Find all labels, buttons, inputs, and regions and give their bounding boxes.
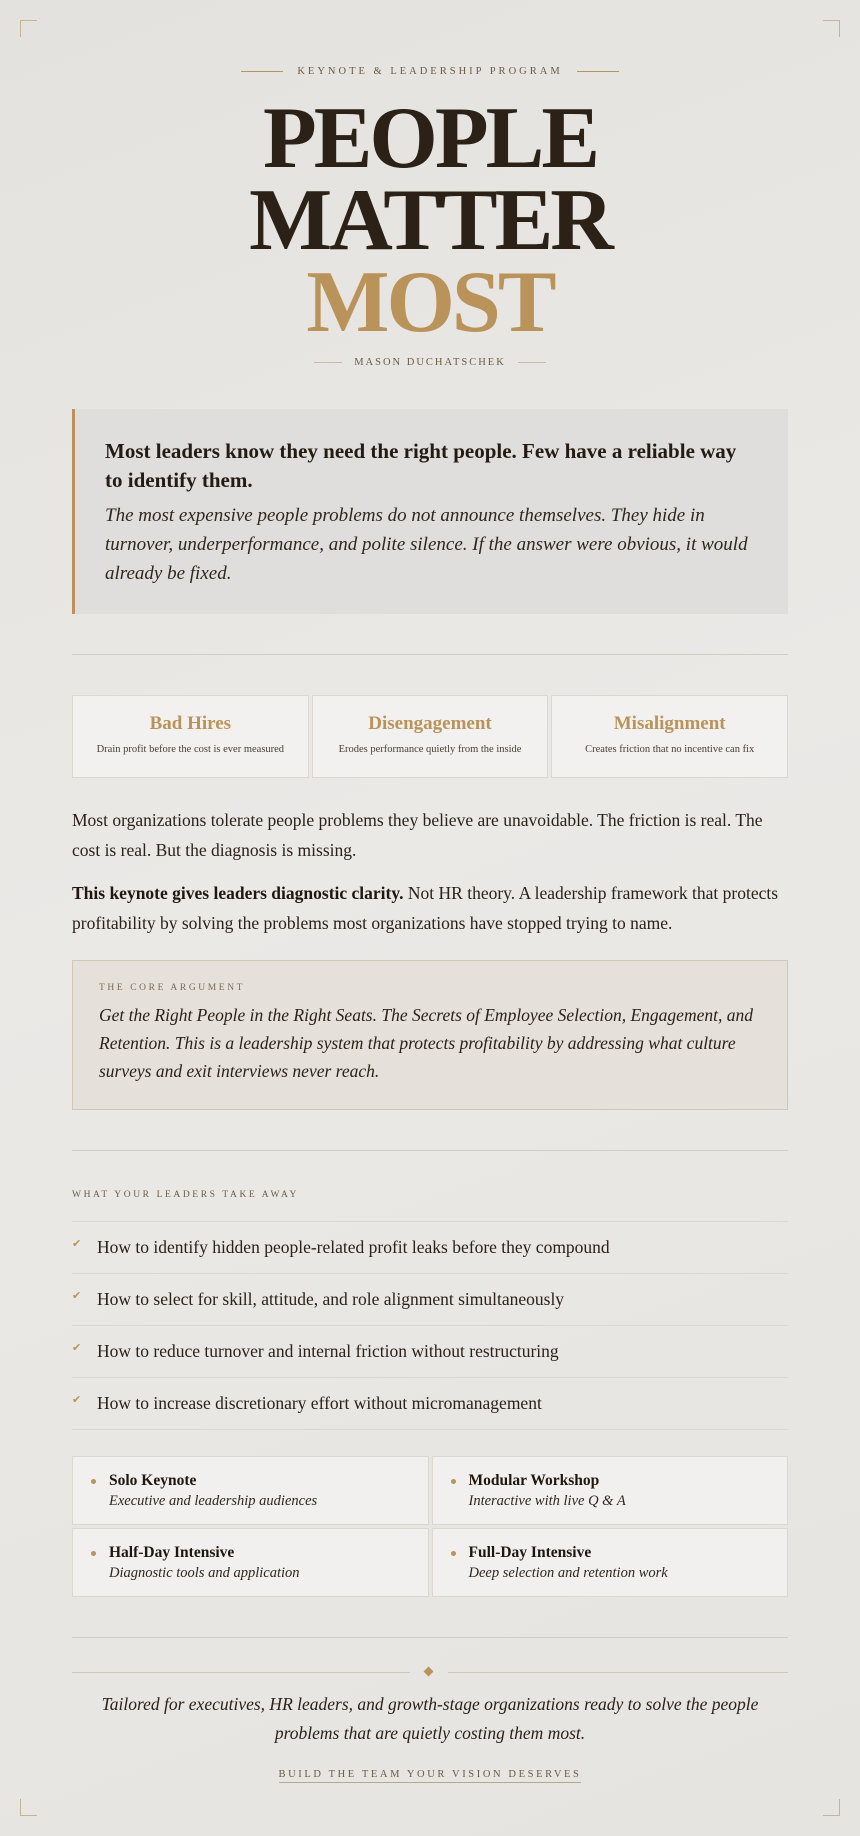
problem-title: Disengagement: [368, 713, 492, 734]
bullet-icon: [91, 1551, 96, 1556]
format-title: Modular Workshop: [468, 1472, 600, 1489]
takeaway-text: How to identify hidden people-related profit leaks before they compound: [97, 1237, 610, 1257]
format-card: [72, 1528, 429, 1597]
bullet-icon: [91, 1479, 96, 1484]
problem-title: Misalignment: [613, 713, 726, 734]
problem-card: [72, 695, 309, 778]
takeaways-label: WHAT YOUR LEADERS TAKE AWAY: [72, 1190, 300, 1200]
cta-link[interactable]: BUILD THE TEAM YOUR VISION DESERVES: [279, 1769, 582, 1783]
takeaway-text: How to reduce turnover and internal friction without restructuring: [97, 1341, 559, 1361]
core-argument-box: [72, 960, 788, 1110]
problem-cards: [72, 695, 788, 778]
corner-ornament-bottom-left: [20, 1799, 37, 1816]
problem-card: [551, 695, 788, 778]
intro-quote-sub: The most expensive people problems do not announce themselves. They hide in turnover, underperformance, and polite silence. If the answer were obvious, it would already be fixed.: [105, 505, 748, 584]
format-card: [432, 1528, 789, 1597]
author-rule-left: [314, 362, 342, 363]
format-title: Full-Day Intensive: [468, 1544, 592, 1561]
title-line-3: MOST: [306, 254, 554, 351]
divider-rule-right: [448, 1672, 788, 1673]
check-icon: ✔: [72, 1290, 82, 1302]
format-desc: Executive and leadership audiences: [109, 1493, 318, 1509]
problem-desc: Drain profit before the cost is ever measured: [96, 744, 285, 755]
check-icon: ✔: [72, 1342, 82, 1354]
problem-card: [312, 695, 549, 778]
section-divider: [72, 1637, 788, 1638]
format-card: [432, 1456, 789, 1525]
format-title: Solo Keynote: [109, 1472, 197, 1489]
section-divider: [72, 1150, 788, 1151]
check-icon: ✔: [72, 1238, 82, 1250]
format-desc: Deep selection and retention work: [468, 1565, 668, 1581]
format-card: [72, 1456, 429, 1525]
intro-quote: [72, 409, 788, 614]
closing-statement: Tailored for executives, HR leaders, and growth-stage organizations ready to solve the people problems that are quietly costing them most.: [101, 1694, 759, 1743]
title-line-1: PEOPLE: [262, 90, 598, 187]
corner-ornament-top-right: [823, 20, 840, 37]
bullet-icon: [451, 1479, 456, 1484]
corner-ornament-bottom-right: [823, 1799, 840, 1816]
problem-title: Bad Hires: [149, 713, 232, 734]
takeaway-text: How to increase discretionary effort without micromanagement: [97, 1393, 542, 1413]
corner-ornament-top-left: [20, 20, 37, 37]
body-paragraph-2-bold: This keynote gives leaders diagnostic clarity.: [72, 883, 404, 903]
intro-quote-lead: Most leaders know they need the right people. Few have a reliable way to identify them.: [105, 439, 737, 492]
diamond-divider: [72, 1665, 788, 1679]
page-title: [72, 90, 788, 351]
bullet-icon: [451, 1551, 456, 1556]
eyebrow: [72, 66, 788, 77]
author-rule-right: [518, 362, 546, 363]
diamond-icon: [424, 1667, 434, 1677]
cta-container: [72, 1764, 788, 1782]
list-item: [72, 1326, 788, 1378]
body-paragraph-2: [72, 878, 788, 938]
author-byline: [72, 357, 788, 368]
eyebrow-rule-left: [241, 71, 283, 72]
list-item: [72, 1222, 788, 1274]
core-argument-label: THE CORE ARGUMENT: [99, 983, 246, 993]
format-desc: Diagnostic tools and application: [109, 1565, 300, 1581]
problem-desc: Erodes performance quietly from the inside: [338, 744, 522, 755]
body-paragraph-1: Most organizations tolerate people problems they believe are unavoidable. The friction is real. The cost is real. But the diagnosis is missing.: [72, 810, 763, 860]
format-title: Half-Day Intensive: [109, 1544, 235, 1561]
eyebrow-rule-right: [577, 71, 619, 72]
format-options: [72, 1456, 788, 1597]
problem-desc: Creates friction that no incentive can fix: [585, 744, 755, 755]
list-item: [72, 1378, 788, 1430]
section-divider: [72, 654, 788, 655]
takeaways-list: [72, 1221, 788, 1430]
format-desc: Interactive with live Q & A: [468, 1493, 626, 1509]
title-line-2: MATTER: [249, 172, 611, 269]
divider-rule-left: [72, 1672, 410, 1673]
eyebrow-text: KEYNOTE & LEADERSHIP PROGRAM: [297, 66, 563, 77]
body-paragraph-2-rest: Not HR theory. A leadership framework that protects profitability by solving the problems most organizations have stopped trying to name.: [72, 883, 779, 933]
author-name: MASON DUCHATSCHEK: [354, 357, 506, 368]
takeaway-text: How to select for skill, attitude, and role alignment simultaneously: [97, 1289, 565, 1309]
core-argument-text: Get the Right People in the Right Seats. The Secrets of Employee Selection, Engagement, and Retention. This is a leadership system that protects profitability by addressing what culture surveys and exit interviews never reach.: [99, 1005, 753, 1081]
check-icon: ✔: [72, 1394, 82, 1406]
list-item: [72, 1274, 788, 1326]
